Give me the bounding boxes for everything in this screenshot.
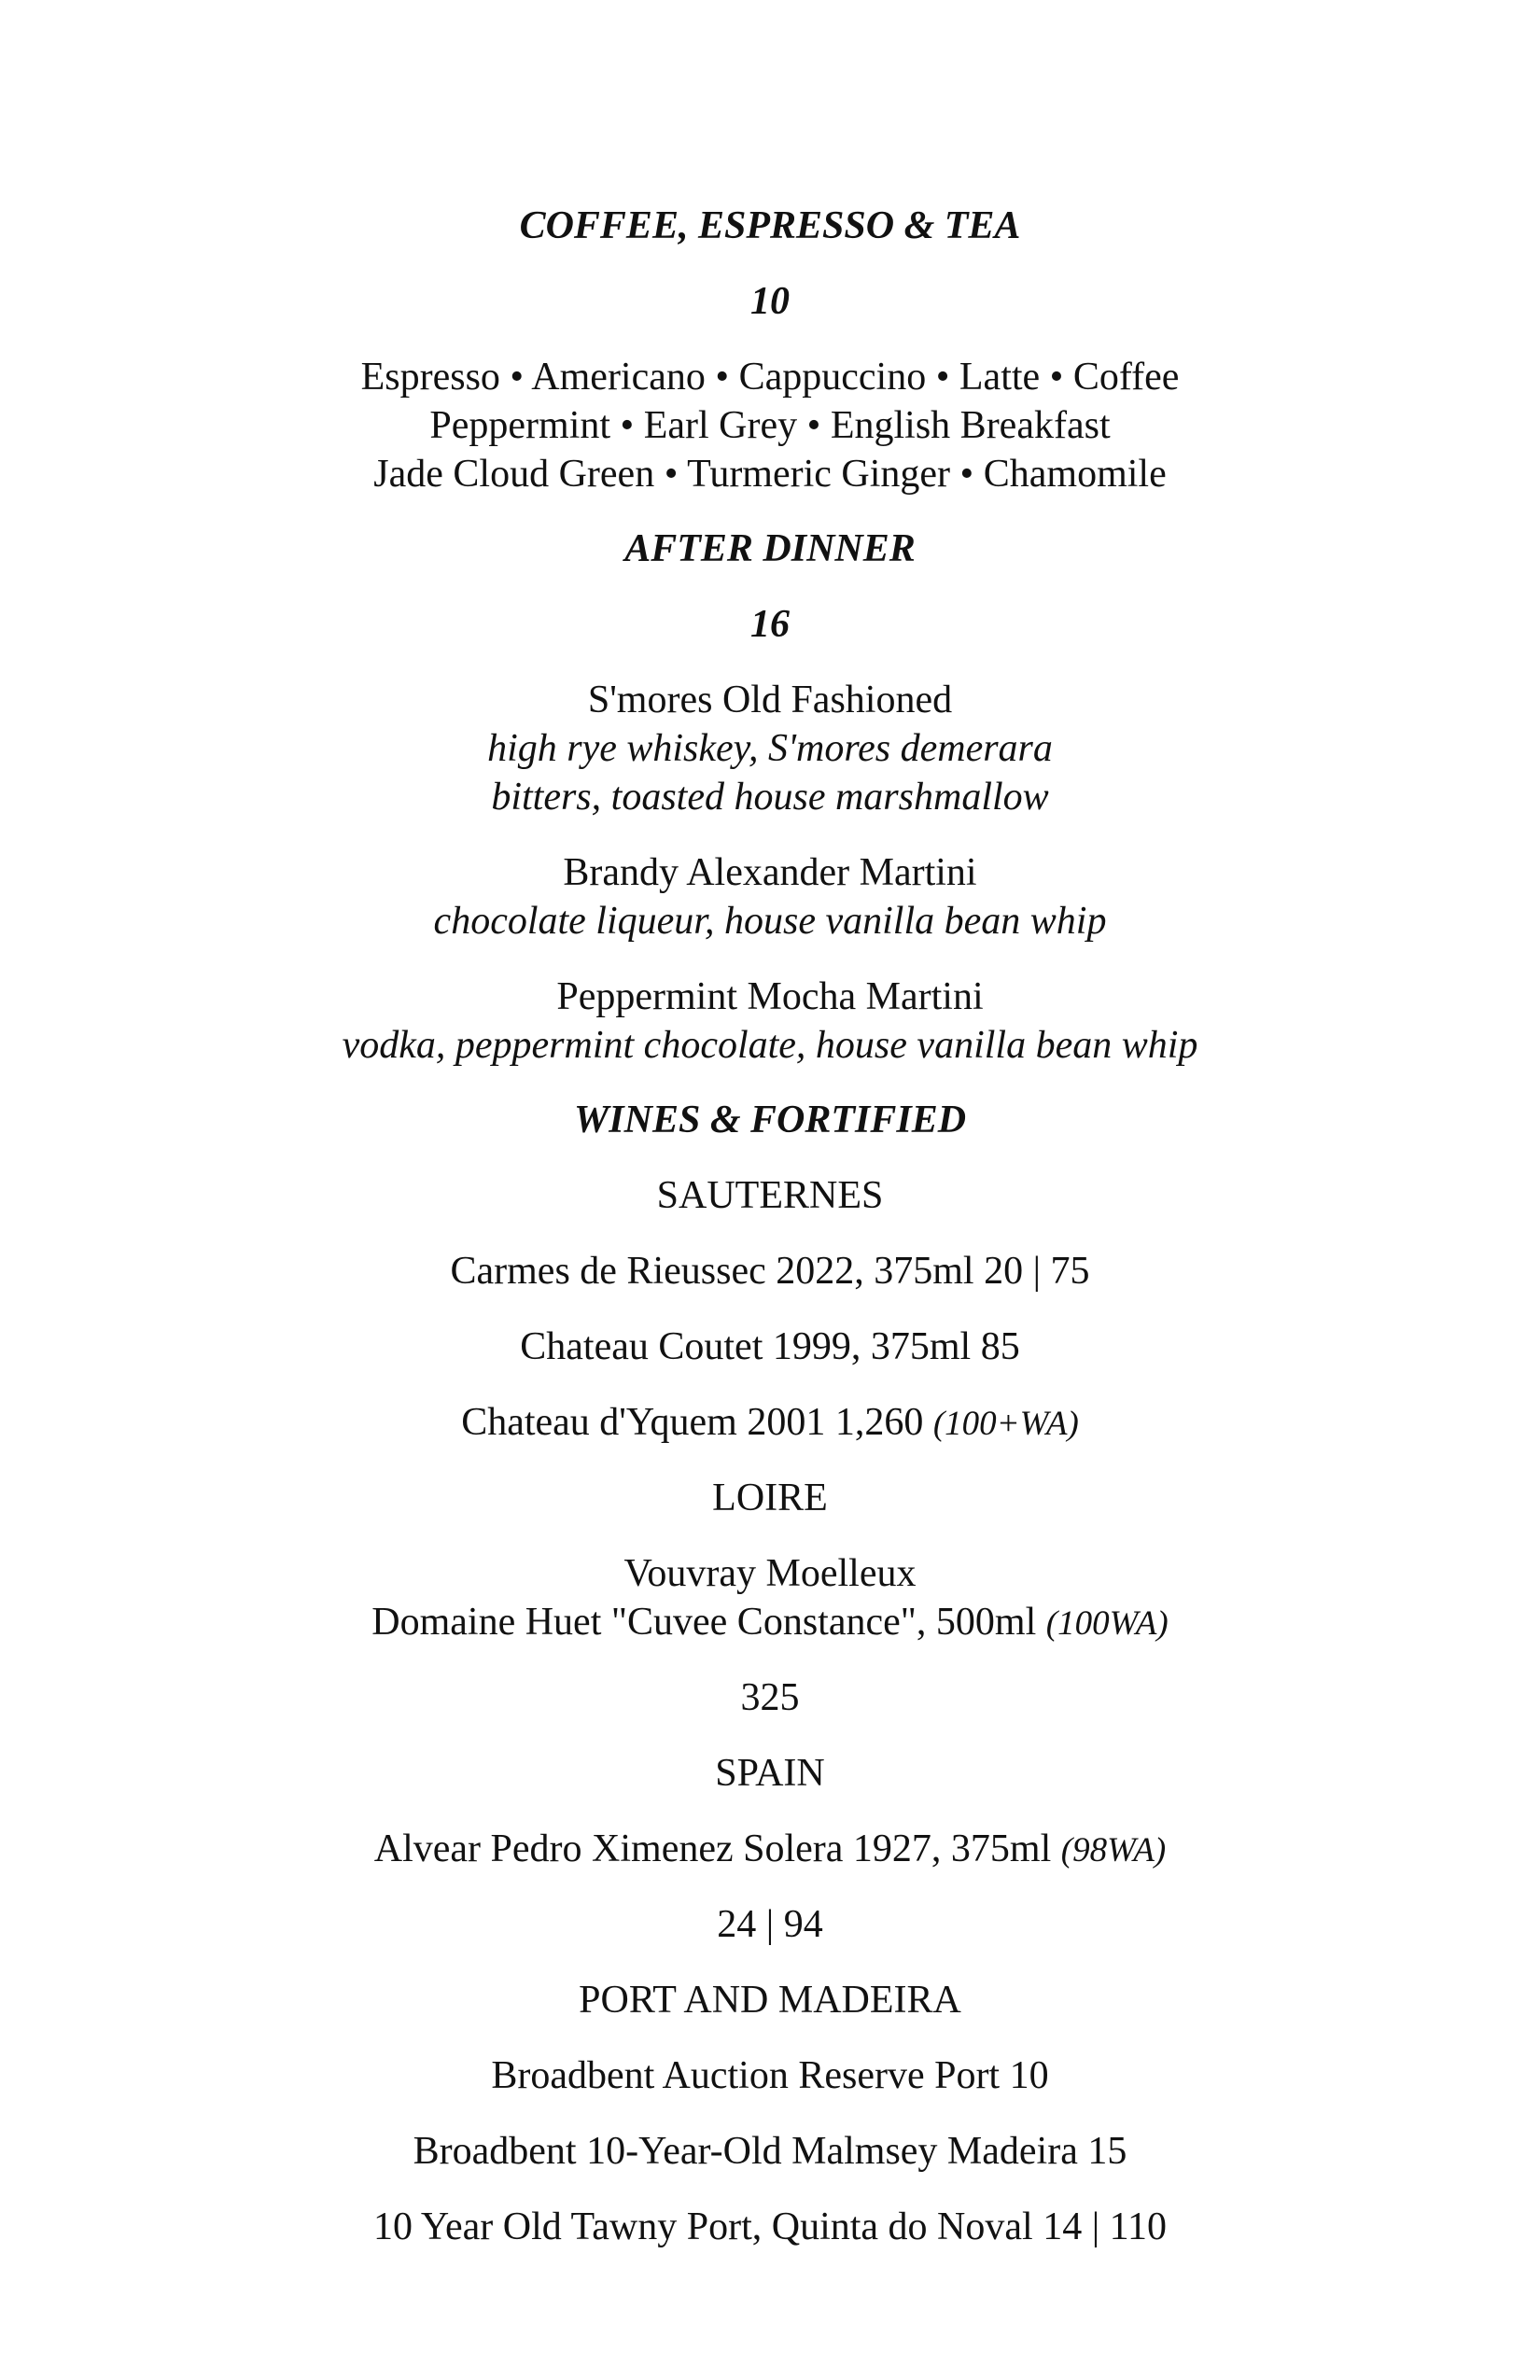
cocktail-desc-brandy-alexander: chocolate liqueur, house vanilla bean whip [433, 900, 1107, 943]
cocktail-name-brandy-alexander: Brandy Alexander Martini [563, 851, 977, 894]
port-item-broadbent-malmsey: Broadbent 10-Year-Old Malmsey Madeira 15 [413, 2130, 1127, 2173]
wine-price-alvear: 24 | 94 [717, 1903, 823, 1946]
wine-price-vouvray: 325 [740, 1676, 800, 1719]
tea-line-2: Jade Cloud Green • Turmeric Ginger • Chamomile [373, 453, 1167, 496]
cocktail-name-smores: S'mores Old Fashioned [587, 679, 953, 721]
loire-label: LOIRE [712, 1477, 828, 1519]
spain-label: SPAIN [715, 1752, 825, 1795]
wine-rating-yquem: (100+WA) [932, 1405, 1079, 1443]
cocktail-desc-smores-2: bitters, toasted house marshmallow [491, 776, 1049, 819]
wine-item-rieussec: Carmes de Rieussec 2022, 375ml 20 | 75 [450, 1250, 1090, 1293]
wine-item-alvear [0, 1829, 1540, 1869]
port-madeira-label: PORT AND MADEIRA [579, 1979, 961, 2022]
cocktail-desc-smores-1: high rye whiskey, S'mores demerara [487, 727, 1053, 770]
port-item-quinta-do-noval: 10 Year Old Tawny Port, Quinta do Noval 14 | 110 [372, 2205, 1168, 2248]
sauternes-label: SAUTERNES [656, 1174, 884, 1217]
cocktail-desc-peppermint-mocha: vodka, peppermint chocolate, house vanilla bean whip [342, 1024, 1198, 1067]
wine-rating-vouvray: (100WA) [1045, 1604, 1169, 1643]
wine-item-alvear-text: Alvear Pedro Ximenez Solera 1927, 375ml [373, 1827, 1052, 1870]
wine-rating-alvear: (98WA) [1060, 1831, 1167, 1869]
wine-item-vouvray-producer-text: Domaine Huet "Cuvee Constance", 500ml [371, 1601, 1037, 1644]
wine-item-vouvray-name: Vouvray Moelleux [623, 1552, 917, 1595]
coffee-heading: COFFEE, ESPRESSO & TEA [519, 204, 1021, 247]
cocktail-name-peppermint-mocha: Peppermint Mocha Martini [556, 975, 984, 1018]
wine-item-coutet: Chateau Coutet 1999, 375ml 85 [520, 1325, 1020, 1368]
wine-item-yquem [0, 1403, 1540, 1442]
coffee-line-1: Espresso • Americano • Cappuccino • Latte • Coffee [360, 356, 1180, 399]
tea-line-1: Peppermint • Earl Grey • English Breakfast [429, 404, 1111, 447]
after-dinner-price: 16 [750, 603, 790, 646]
port-item-broadbent-auction: Broadbent Auction Reserve Port 10 [491, 2054, 1049, 2097]
coffee-price: 10 [750, 280, 790, 323]
wines-heading: WINES & FORTIFIED [573, 1099, 967, 1141]
wine-item-yquem-text: Chateau d'Yquem 2001 1,260 [461, 1401, 924, 1444]
after-dinner-heading: AFTER DINNER [624, 527, 916, 570]
wine-item-vouvray-producer [0, 1603, 1540, 1642]
